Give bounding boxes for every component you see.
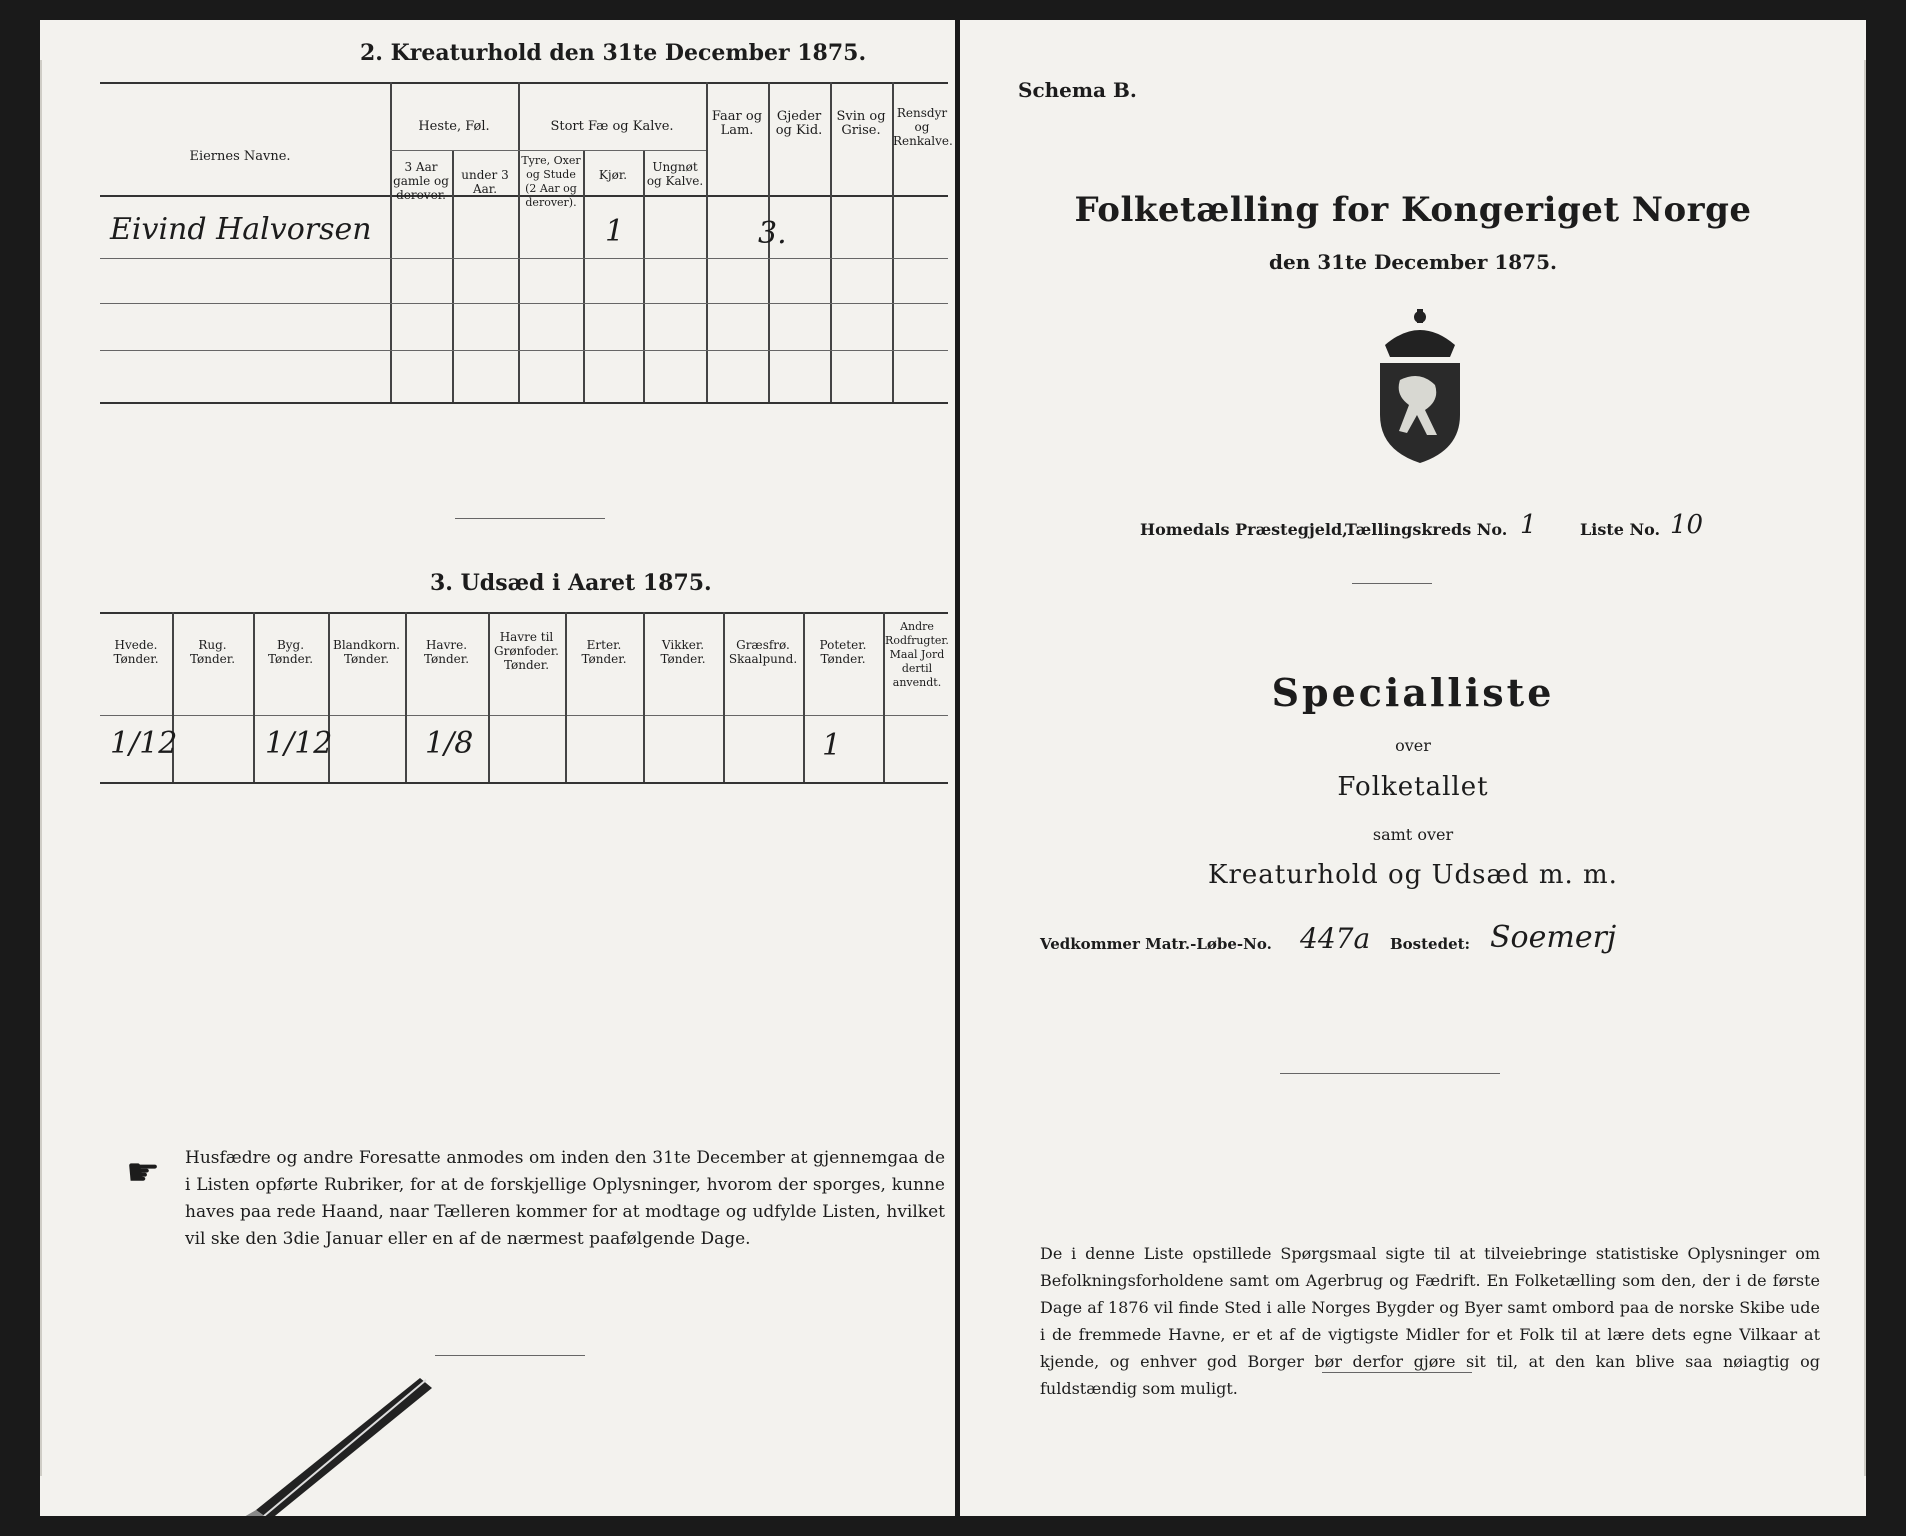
table-top-rule	[100, 82, 948, 84]
row-rule	[100, 258, 948, 259]
udsaed-value-poteter: 1	[822, 728, 842, 763]
coat-of-arms-icon	[1365, 305, 1475, 465]
separator	[435, 1355, 585, 1356]
kreaturhold-title: Kreaturhold og Udsæd m. m.	[1208, 860, 1618, 890]
specialliste-title: Specialliste	[1271, 670, 1555, 715]
separator	[1280, 1073, 1500, 1074]
row-rule	[100, 350, 948, 351]
pointing-hand-icon: ☛	[126, 1150, 161, 1194]
separator	[455, 518, 605, 519]
liste-label: Liste No.	[1580, 520, 1661, 539]
faar-value: 3.	[758, 216, 787, 251]
samt-over-label: samt over	[1372, 825, 1454, 844]
matr-label: Vedkommer Matr.-Løbe-No.	[1040, 935, 1272, 953]
right-page	[960, 20, 1866, 1516]
kreds-value: 1	[1520, 510, 1537, 540]
col-header: Tyre, Oxer og Stude (2 Aar og derover).	[521, 154, 581, 209]
document-date: den 31te December 1875.	[1269, 250, 1557, 274]
col-header: under 3 Aar.	[461, 168, 509, 196]
udsaed-header: Poteter. Tønder.	[819, 638, 867, 666]
folketallet-title: Folketallet	[1337, 772, 1489, 802]
page-edge	[40, 60, 42, 1476]
separator	[1352, 583, 1432, 584]
col-header: Ungnøt og Kalve.	[646, 160, 704, 188]
udsaed-header: Blandkorn. Tønder.	[333, 638, 400, 666]
udsaed-header: Rug. Tønder.	[189, 638, 236, 666]
col-header: Svin og Grise.	[836, 109, 886, 138]
col-header: Rensdyr og Renkalve.	[893, 106, 953, 148]
table-bottom-rule	[100, 402, 948, 404]
owner-name: Eivind Halvorsen	[110, 212, 372, 247]
parish-label: Homedals Præstegjeld,	[1140, 520, 1348, 539]
separator	[1322, 1372, 1472, 1373]
document-title: Folketælling for Kongeriget Norge	[1074, 190, 1752, 230]
over-label: over	[1395, 736, 1431, 755]
udsaed-header: Erter. Tønder.	[581, 638, 627, 666]
matr-value: 447a	[1300, 922, 1371, 955]
udsaed-value-havre: 1/8	[425, 726, 474, 761]
udsaed-header: Havre. Tønder.	[423, 638, 470, 666]
kreds-label: Tællingskreds No.	[1345, 520, 1508, 539]
udsaed-header: Hvede. Tønder.	[113, 638, 159, 666]
udsaed-header: Vikker. Tønder.	[660, 638, 706, 666]
udsaed-header: Byg. Tønder.	[267, 638, 314, 666]
kjor-value: 1	[605, 214, 625, 249]
bostedet-label: Bostedet:	[1390, 935, 1471, 953]
udsaed-value-byg: 1/12	[265, 726, 333, 761]
col-line	[583, 150, 585, 402]
group-rule	[390, 150, 706, 151]
schema-label: Schema B.	[1018, 78, 1137, 102]
instruction-note: Husfædre og andre Foresatte anmodes om inden den 31te December at gjennemgaa de i Listen opførte Rubriker, for at de forskjellige Oplysninger, hvorom der sporges, kunne haves paa rede Haand, naar Tælleren kommer for at modtage og udfylde Listen, hvilket vil ske den 3die Januar eller en af de nærmest paafølgende Dage.	[185, 1148, 945, 1249]
udsaed-bottom-rule	[100, 782, 948, 784]
col-header: Kjør.	[598, 168, 628, 182]
col-header: 3 Aar gamle og derover.	[393, 160, 449, 202]
section3-title: 3. Udsæd i Aaret 1875.	[430, 570, 712, 596]
row-rule	[100, 303, 948, 304]
udsaed-header: Havre til Grønfoder. Tønder.	[494, 630, 559, 672]
udsaed-header-rule	[100, 715, 948, 716]
udsaed-header: Græsfrø. Skaalpund.	[728, 638, 798, 666]
pen-icon	[190, 1370, 460, 1516]
cattle-group-header: Stort Fæ og Kalve.	[550, 119, 674, 134]
horses-group-header: Heste, Føl.	[418, 119, 490, 134]
left-page	[40, 20, 955, 1516]
bostedet-value: Soemerj	[1490, 920, 1617, 955]
col-header: Gjeder og Kid.	[775, 109, 823, 138]
col-header: Faar og Lam.	[711, 109, 763, 138]
udsaed-top-rule	[100, 612, 948, 614]
intro-paragraph: De i denne Liste opstillede Spørgsmaal sigte til at tilveiebringe statistiske Oplysninger om Befolkningsforholdene samt om Agerbrug og Fædrift. En Folketælling som den, der i de første Dage af 1876 vil finde Sted i alle Norges Bygder og Byer samt ombord paa de norske Skibe ude i de fremmede Havne, er et af de vigtigste Midler for et Folk til at lære dets egne Vilkaar at kjende, og enhver god Borger bør derfor gjøre sit til, at den kan blive saa nøiagtig og fuldstændig som muligt.	[1040, 1244, 1820, 1398]
section2-title: 2. Kreaturhold den 31te December 1875.	[360, 40, 867, 66]
udsaed-header: Andre Rodfrugter. Maal Jord dertil anvendt.	[885, 620, 949, 689]
owner-header: Eiernes Navne.	[189, 149, 291, 164]
liste-value: 10	[1670, 510, 1704, 540]
udsaed-value-hvede: 1/12	[110, 726, 178, 761]
